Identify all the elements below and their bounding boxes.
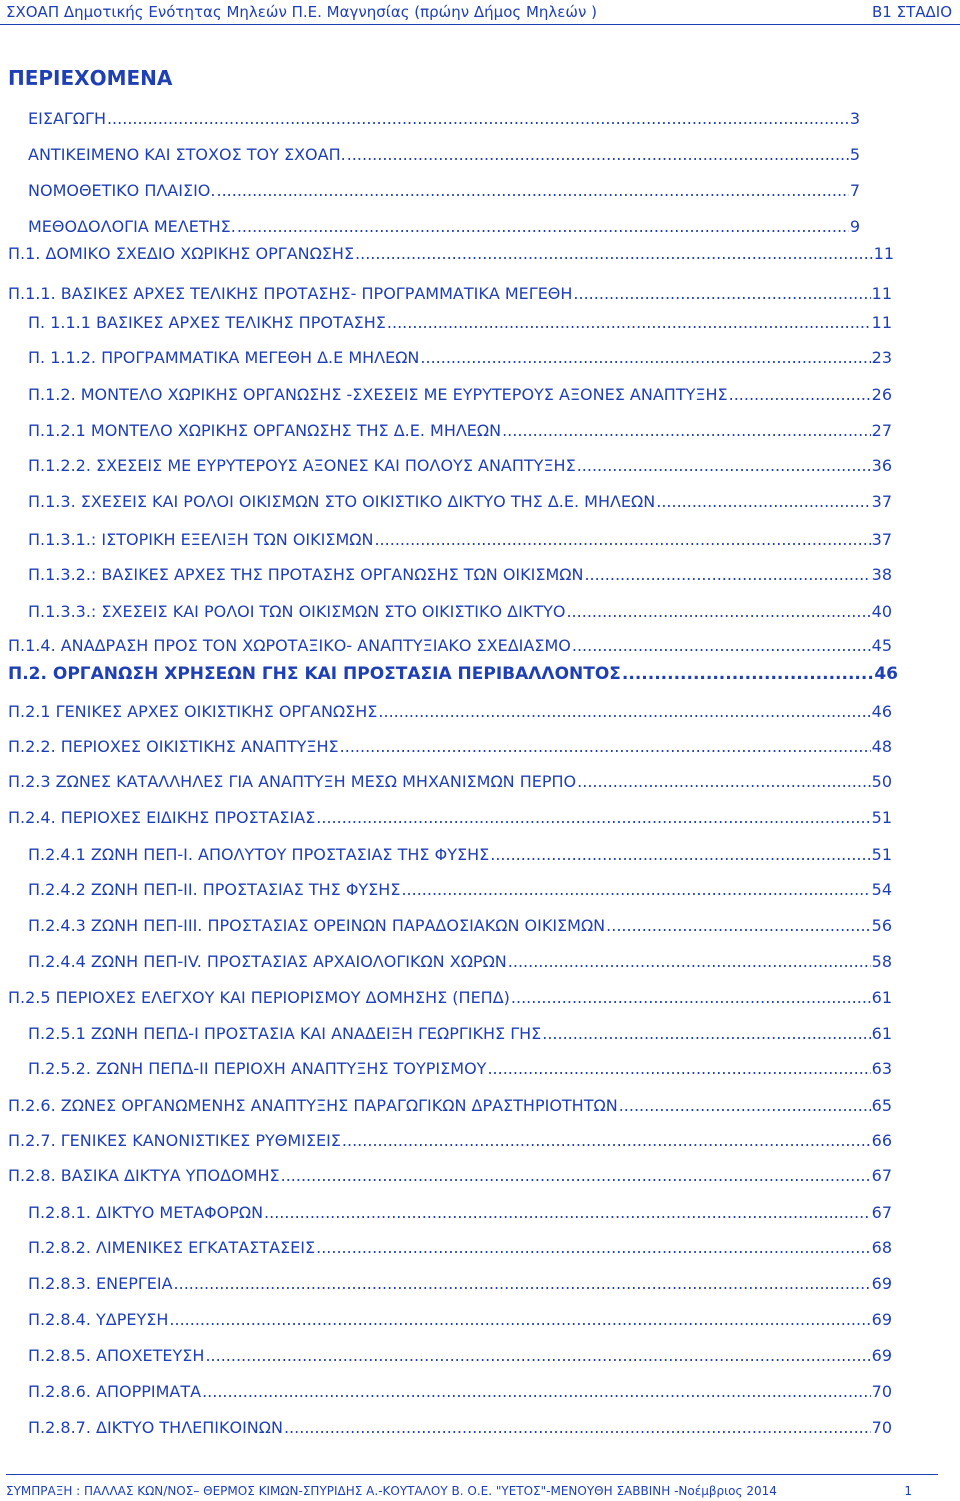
toc-leader-dots: [490, 845, 870, 865]
toc-leader-dots: [606, 916, 871, 936]
toc-entry-label: Π.2.4.3 ΖΩΝΗ ΠΕΠ-ΙΙΙ. ΠΡΟΣΤΑΣΙΑΣ ΟΡΕΙΝΩΝ ΠΑΡΑΔΟΣΙΑΚΩΝ ΟΙΚΙΣΜΩΝ: [28, 916, 606, 935]
toc-entry-page: 11: [871, 284, 892, 303]
toc-entry[interactable]: [28, 530, 892, 550]
toc-entry-page: 67: [871, 1166, 892, 1185]
toc-entry-label: Π.1.3.1.: ΙΣΤΟΡΙΚΗ ΕΞΕΛΙΞΗ ΤΩΝ ΟΙΚΙΣΜΩΝ: [28, 530, 374, 549]
footer-page-number: 1: [904, 1484, 912, 1498]
toc-leader-dots: [577, 456, 871, 476]
toc-entry-label: Π.2. ΟΡΓΑΝΩΣΗ ΧΡΗΣΕΩΝ ΓΗΣ ΚΑΙ ΠΡΟΣΤΑΣΙΑ ΠΕΡΙΒΑΛΛΟΝΤΟΣ: [8, 664, 621, 684]
toc-leader-dots: [281, 1166, 871, 1186]
toc-entry[interactable]: [8, 737, 892, 757]
toc-entry[interactable]: [28, 845, 892, 865]
toc-leader-dots: [378, 702, 870, 722]
toc-entry[interactable]: [28, 348, 892, 368]
toc-entry[interactable]: [28, 421, 892, 441]
toc-leader-dots: [355, 244, 873, 264]
toc-entry-label: ΜΕΘΟΔΟΛΟΓΙΑ ΜΕΛΕΤΗΣ.: [28, 217, 236, 236]
toc-entry-page: 26: [871, 385, 892, 404]
toc-leader-dots: [107, 109, 849, 129]
toc-leader-dots: [420, 348, 870, 368]
toc-leader-dots: [316, 1238, 871, 1258]
toc-leader-dots: [387, 313, 871, 333]
toc-leader-dots: [572, 636, 871, 656]
toc-entry-label: ΕΙΣΑΓΩΓΗ: [28, 109, 106, 128]
toc-entry-page: 40: [871, 602, 892, 621]
toc-entry-page: 5: [849, 145, 860, 164]
toc-leader-dots: [542, 1024, 870, 1044]
toc-entry-page: 7: [849, 181, 860, 200]
toc-entry-label: Π.2.4.4 ΖΩΝΗ ΠΕΠ-IV. ΠΡΟΣΤΑΣΙΑΣ ΑΡΧΑΙΟΛΟΓΙΚΩΝ ΧΩΡΩΝ: [28, 952, 507, 971]
toc-entry-page: 11: [873, 244, 894, 263]
toc-entry[interactable]: [8, 772, 892, 792]
toc-leader-dots: [284, 1418, 871, 1438]
toc-entry-label: Π.1.1. ΒΑΣΙΚΕΣ ΑΡΧΕΣ ΤΕΛΙΚΗΣ ΠΡΟΤΑΣΗΣ- ΠΡΟΓΡΑΜΜΑΤΙΚΑ ΜΕΓΕΘΗ: [8, 284, 573, 303]
toc-entry-page: 68: [871, 1238, 892, 1257]
toc-entry-page: 61: [871, 1024, 892, 1043]
toc-entry-label: Π. 1.1.1 ΒΑΣΙΚΕΣ ΑΡΧΕΣ ΤΕΛΙΚΗΣ ΠΡΟΤΑΣΗΣ: [28, 313, 386, 332]
toc-entry-page: 67: [871, 1203, 892, 1222]
toc-entry[interactable]: [28, 602, 892, 622]
toc-entry-page: 37: [871, 530, 892, 549]
toc-entry[interactable]: [28, 492, 892, 512]
toc-entry[interactable]: [28, 1203, 892, 1223]
toc-entry[interactable]: [28, 1024, 892, 1044]
page-footer: [0, 1474, 960, 1501]
toc-entry-label: Π.2.8.1. ΔΙΚΤΥΟ ΜΕΤΑΦΟΡΩΝ: [28, 1203, 264, 1222]
toc-entry-page: 63: [871, 1059, 892, 1078]
toc-entry-label: Π.1.3. ΣΧΕΣΕΙΣ ΚΑΙ ΡΟΛΟΙ ΟΙΚΙΣΜΩΝ ΣΤΟ ΟΙΚΙΣΤΙΚΟ ΔΙΚΤΥΟ ΤΗΣ Δ.Ε. ΜΗΛΕΩΝ: [28, 492, 656, 511]
toc-entry-page: 54: [871, 880, 892, 899]
toc-entry-label: Π.2.4.2 ΖΩΝΗ ΠΕΠ-ΙΙ. ΠΡΟΣΤΑΣΙΑΣ ΤΗΣ ΦΥΣΗΣ: [28, 880, 401, 899]
toc-entry[interactable]: [28, 1418, 892, 1438]
toc-entry-page: 45: [871, 636, 892, 655]
toc-leader-dots: [340, 737, 871, 757]
toc-entry-page: 66: [871, 1131, 892, 1150]
toc-entry-label: Π.2.8.6. ΑΠΟΡΡΙΜΑΤΑ: [28, 1382, 202, 1401]
toc-leader-dots: [502, 421, 871, 441]
toc-leader-dots: [656, 492, 870, 512]
toc-entry[interactable]: [8, 988, 892, 1008]
toc-leader-dots: [264, 1203, 871, 1223]
toc-leader-dots: [316, 808, 870, 828]
toc-entry-label: ΝΟΜΟΘΕΤΙΚΟ ΠΛΑΙΣΙΟ.: [28, 181, 216, 200]
toc-leader-dots: [573, 284, 870, 304]
toc-entry-page: 48: [871, 737, 892, 756]
toc-entry[interactable]: [28, 217, 860, 237]
toc-entry[interactable]: [8, 702, 892, 722]
toc-leader-dots: [347, 145, 849, 165]
toc-entry-page: 50: [871, 772, 892, 791]
toc-entry[interactable]: [28, 1059, 892, 1079]
toc-entry-page: 38: [871, 565, 892, 584]
toc-leader-dots: [169, 1310, 870, 1330]
toc-leader-dots: [511, 988, 871, 1008]
toc-leader-dots: [729, 385, 871, 405]
header-document-title: ΣΧΟΑΠ Δημοτικής Ενότητας Μηλεών Π.Ε. Μαγνησίας (πρώην Δήμος Μηλεών ): [6, 3, 597, 21]
toc-entry-label: Π.1. ΔΟΜΙΚΟ ΣΧΕΔΙΟ ΧΩΡΙΚΗΣ ΟΡΓΑΝΩΣΗΣ: [8, 244, 355, 263]
toc-entry-page: 46: [871, 702, 892, 721]
toc-entry[interactable]: [28, 313, 892, 333]
toc-entry-page: 70: [871, 1382, 892, 1401]
toc-entry[interactable]: [28, 1238, 892, 1258]
toc-title: ΠΕΡΙΕΧΟΜΕΝΑ: [8, 66, 173, 90]
toc-entry-page: 58: [871, 952, 892, 971]
toc-entry-page: 9: [849, 217, 860, 236]
toc-entry[interactable]: [28, 952, 892, 972]
toc-entry-page: 27: [871, 421, 892, 440]
toc-leader-dots: [619, 1096, 871, 1116]
toc-entry[interactable]: [28, 1346, 892, 1366]
toc-entry-label: Π.2.5.1 ΖΩΝΗ ΠΕΠΔ-Ι ΠΡΟΣΤΑΣΙΑ ΚΑΙ ΑΝΑΔΕΙΞΗ ΓΕΩΡΓΙΚΗΣ ΓΗΣ: [28, 1024, 542, 1043]
toc-entry-label: Π.1.4. ΑΝΑΔΡΑΣΗ ΠΡΟΣ ΤΟΝ ΧΩΡΟΤΑΞΙΚΟ- ΑΝΑΠΤΥΞΙΑΚΟ ΣΧΕΔΙΑΣΜΟ: [8, 636, 571, 655]
toc-entry[interactable]: [28, 181, 860, 201]
toc-entry-page: 37: [871, 492, 892, 511]
toc-entry-label: Π.1.3.2.: ΒΑΣΙΚΕΣ ΑΡΧΕΣ ΤΗΣ ΠΡΟΤΑΣΗΣ ΟΡΓΑΝΩΣΗΣ ΤΩΝ ΟΙΚΙΣΜΩΝ: [28, 565, 584, 584]
toc-entry-label: Π.2.5.2. ΖΩΝΗ ΠΕΠΔ-ΙΙ ΠΕΡΙΟΧΗ ΑΝΑΠΤΥΞΗΣ ΤΟΥΡΙΣΜΟΥ: [28, 1059, 487, 1078]
toc-leader-dots: [487, 1059, 870, 1079]
toc-leader-dots: [577, 772, 871, 792]
toc-leader-dots: [202, 1382, 871, 1402]
toc-entry-page: 56: [871, 916, 892, 935]
toc-entry-label: Π.2.4. ΠΕΡΙΟΧΕΣ ΕΙΔΙΚΗΣ ΠΡΟΣΤΑΣΙΑΣ: [8, 808, 316, 827]
toc-leader-dots: [401, 880, 870, 900]
toc-entry[interactable]: [28, 385, 892, 405]
toc-entry-label: Π.2.8.7. ΔΙΚΤΥΟ ΤΗΛΕΠΙΚΟΙΝΩΝ: [28, 1418, 283, 1437]
toc-leader-dots: [374, 530, 870, 550]
toc-entry-label: ΑΝΤΙΚΕΙΜΕΝΟ ΚΑΙ ΣΤΟΧΟΣ ΤΟΥ ΣΧΟΑΠ.: [28, 145, 346, 164]
toc-entry-label: Π.1.2.1 ΜΟΝΤΕΛΟ ΧΩΡΙΚΗΣ ΟΡΓΑΝΩΣΗΣ ΤΗΣ Δ.Ε. ΜΗΛΕΩΝ: [28, 421, 502, 440]
toc-entry-page: 65: [871, 1096, 892, 1115]
toc-entry[interactable]: [28, 456, 892, 476]
toc-entry-label: Π.1.3.3.: ΣΧΕΣΕΙΣ ΚΑΙ ΡΟΛΟΙ ΤΩΝ ΟΙΚΙΣΜΩΝ ΣΤΟ ΟΙΚΙΣΤΙΚΟ ΔΙΚΤΥΟ: [28, 602, 566, 621]
toc-entry-label: Π.1.2. ΜΟΝΤΕΛΟ ΧΩΡΙΚΗΣ ΟΡΓΑΝΩΣΗΣ -ΣΧΕΣΕΙΣ ΜΕ ΕΥΡΥΤΕΡΟΥΣ ΑΞΟΝΕΣ ΑΝΑΠΤΥΞΗΣ: [28, 385, 728, 404]
toc-entry[interactable]: [28, 1310, 892, 1330]
toc-entry[interactable]: [8, 808, 892, 828]
toc-entry-page: 70: [871, 1418, 892, 1437]
toc-entry-page: 69: [871, 1274, 892, 1293]
toc-entry[interactable]: [28, 1382, 892, 1402]
toc-leader-dots: [216, 181, 848, 201]
footer-credits: ΣΥΜΠΡΑΞΗ : ΠΑΛΛΑΣ ΚΩΝ/ΝΟΣ– ΘΕΡΜΟΣ ΚΙΜΩΝ-ΣΠΥΡΙΔΗΣ Α.-ΚΟΥΤΑΛΟΥ Β. Ο.Ε. "ΥΕΤΟΣ"-ΜΕΝΟΥΘΗ ΣΑΒΒΙΝΗ -Νοέμβριος 2014: [6, 1484, 777, 1498]
toc-entry-label: Π.2.5 ΠΕΡΙΟΧΕΣ ΕΛΕΓΧΟΥ ΚΑΙ ΠΕΡΙΟΡΙΣΜΟΥ ΔΟΜΗΣΗΣ (ΠΕΠΔ): [8, 988, 510, 1007]
toc-entry[interactable]: [8, 1131, 892, 1151]
toc-leader-dots: [342, 1131, 871, 1151]
toc-entry-page: 3: [849, 109, 860, 128]
header-stage-label: Β1 ΣΤΑΔΙΟ: [872, 3, 952, 21]
toc-entry[interactable]: [28, 1274, 892, 1294]
toc-entry[interactable]: [28, 109, 860, 129]
toc-entry[interactable]: [8, 284, 892, 304]
toc-entry[interactable]: [28, 916, 892, 936]
toc-leader-dots: [205, 1346, 870, 1366]
toc-leader-dots: [174, 1274, 871, 1294]
toc-entry-label: Π.2.4.1 ΖΩΝΗ ΠΕΠ-Ι. ΑΠΟΛΥΤΟΥ ΠΡΟΣΤΑΣΙΑΣ ΤΗΣ ΦΥΣΗΣ: [28, 845, 490, 864]
toc-entry-label: Π.2.3 ΖΩΝΕΣ ΚΑΤΑΛΛΗΛΕΣ ΓΙΑ ΑΝΑΠΤΥΞΗ ΜΕΣΩ ΜΗΧΑΝΙΣΜΩΝ ΠΕΡΠΟ: [8, 772, 577, 791]
toc-entry-page: 36: [871, 456, 892, 475]
toc-entry-page: 23: [871, 348, 892, 367]
toc-entry[interactable]: [8, 1096, 892, 1116]
toc-entry-label: Π.2.8.3. ΕΝΕΡΓΕΙΑ: [28, 1274, 173, 1293]
toc-entry-label: Π.2.6. ΖΩΝΕΣ ΟΡΓΑΝΩΜΕΝΗΣ ΑΝΑΠΤΥΞΗΣ ΠΑΡΑΓΩΓΙΚΩΝ ΔΡΑΣΤΗΡΙΟΤΗΤΩΝ: [8, 1096, 618, 1115]
toc-entry[interactable]: [8, 244, 894, 264]
toc-entry-page: 11: [871, 313, 892, 332]
toc-entry[interactable]: [28, 145, 860, 165]
toc-entry-label: Π.1.2.2. ΣΧΕΣΕΙΣ ΜΕ ΕΥΡΥΤΕΡΟΥΣ ΑΞΟΝΕΣ ΚΑΙ ΠΟΛΟΥΣ ΑΝΑΠΤΥΞΗΣ: [28, 456, 576, 475]
toc-entry-page: 46: [874, 664, 898, 684]
toc-leader-dots: [237, 217, 849, 237]
toc-leader-dots: [622, 664, 873, 684]
toc-entry-page: 69: [871, 1346, 892, 1365]
toc-entry-label: Π.2.8.2. ΛΙΜΕΝΙΚΕΣ ΕΓΚΑΤΑΣΤΑΣΕΙΣ: [28, 1238, 316, 1257]
toc-entry[interactable]: [8, 636, 892, 656]
toc-entry-label: Π. 1.1.2. ΠΡΟΓΡΑΜΜΑΤΙΚΑ ΜΕΓΕΘΗ Δ.Ε ΜΗΛΕΩΝ: [28, 348, 420, 367]
toc-entry[interactable]: [28, 565, 892, 585]
footer-rule: [6, 1474, 938, 1475]
toc-entry-label: Π.2.2. ΠΕΡΙΟΧΕΣ ΟΙΚΙΣΤΙΚΗΣ ΑΝΑΠΤΥΞΗΣ: [8, 737, 339, 756]
toc-entry-page: 51: [871, 845, 892, 864]
toc-entry[interactable]: [28, 880, 892, 900]
toc-entry-label: Π.2.8. ΒΑΣΙΚΑ ΔΙΚΤΥΑ ΥΠΟΔΟΜΗΣ: [8, 1166, 280, 1185]
toc-entry[interactable]: [8, 664, 898, 684]
toc-entry-label: Π.2.8.5. ΑΠΟΧΕΤΕΥΣΗ: [28, 1346, 205, 1365]
toc-entry-page: 69: [871, 1310, 892, 1329]
toc-entry-label: Π.2.1 ΓΕΝΙΚΕΣ ΑΡΧΕΣ ΟΙΚΙΣΤΙΚΗΣ ΟΡΓΑΝΩΣΗΣ: [8, 702, 378, 721]
toc-entry-label: Π.2.8.4. ΥΔΡΕΥΣΗ: [28, 1310, 169, 1329]
toc-entry[interactable]: [8, 1166, 892, 1186]
toc-entry-page: 51: [871, 808, 892, 827]
toc-entry-label: Π.2.7. ΓΕΝΙΚΕΣ ΚΑΝΟΝΙΣΤΙΚΕΣ ΡΥΘΜΙΣΕΙΣ: [8, 1131, 341, 1150]
toc-leader-dots: [566, 602, 870, 622]
toc-leader-dots: [508, 952, 871, 972]
toc-leader-dots: [584, 565, 870, 585]
toc-entry-page: 61: [871, 988, 892, 1007]
